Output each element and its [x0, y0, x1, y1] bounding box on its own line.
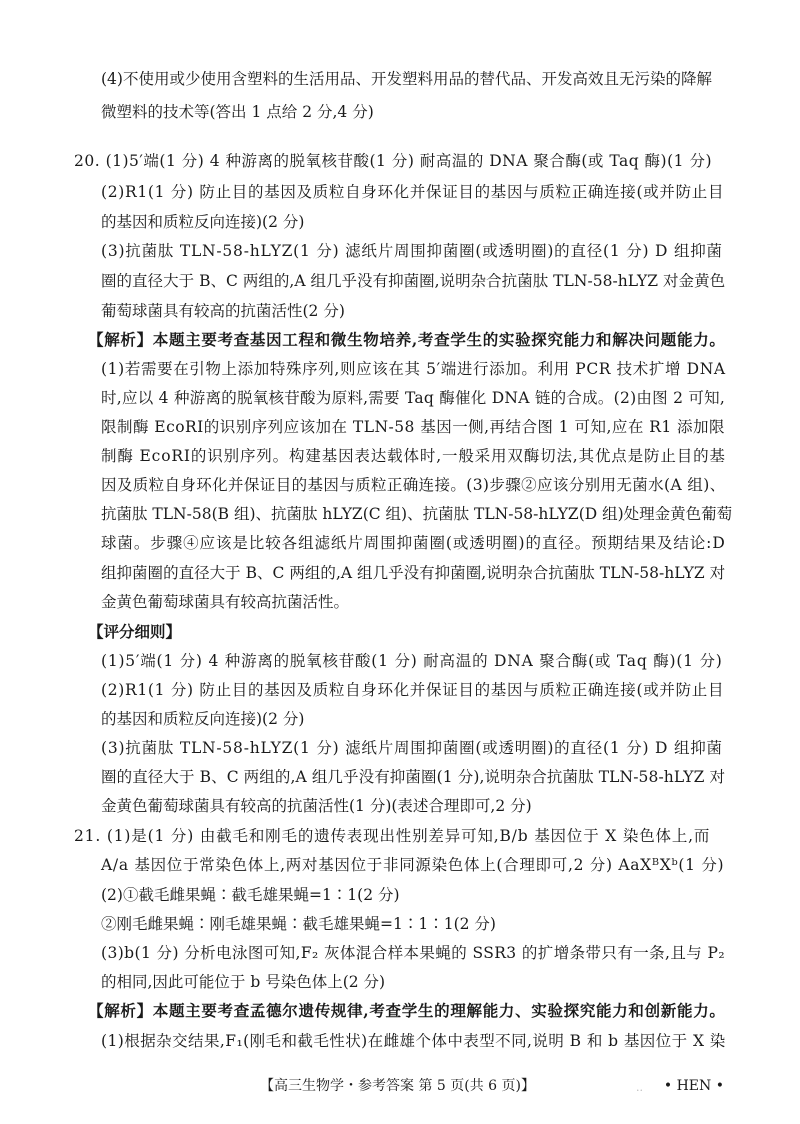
text-line: 金黄色葡萄球菌具有较高抗菌活性。	[101, 593, 350, 611]
text-line: (2)R1(1 分) 防止目的基因及质粒自身环化并保证目的基因与质粒正确连接(或并防止目	[101, 183, 725, 201]
footer-dots: ..	[636, 1081, 643, 1094]
footer-code: • HEN •	[663, 1078, 724, 1094]
text-line: (2)①截毛雌果蝇∶截毛雄果蝇=1∶1(2 分)	[101, 886, 400, 904]
text-line: 21. (1)是(1 分) 由截毛和刚毛的遗传表现出性别差异可知,B/b 基因位于 X 染色体上,而	[74, 827, 711, 845]
text-line: 组抑菌圈的直径大于 B、C 两组的,A 组几乎没有抑菌圈,说明杂合抗菌肽 TLN-58-hLYZ 对	[101, 564, 726, 582]
footer-page-info: 【高三生物学・参考答案 第 5 页(共 6 页)】	[260, 1078, 535, 1094]
text-line: 的相同,因此可能位于 b 号染色体上(2 分)	[101, 973, 386, 991]
text-line: 的基因和质粒反向连接)(2 分)	[101, 213, 305, 231]
section-heading: 【解析】本题主要考查孟德尔遗传规律,考查学生的理解能力、实验探究能力和创新能力。	[88, 1001, 726, 1020]
text-line: (4)不使用或少使用含塑料的生活用品、开发塑料用品的替代品、开发高效且无污染的降解	[101, 70, 712, 88]
text-line: 制酶 EcoRⅠ的识别序列。构建基因表达载体时,一般采用双酶切法,其优点是防止目的基	[101, 447, 726, 465]
text-line: 葡萄球菌具有较高的抗菌活性(2 分)	[101, 302, 345, 320]
section-heading: 【评分细则】	[88, 622, 182, 641]
page-footer	[0, 1074, 800, 1098]
text-line: A/a 基因位于常染色体上,两对基因位于非同源染色体上(合理即可,2 分) AaXᴮXᵇ(1 分)	[101, 856, 725, 874]
text-line: 因及质粒自身环化并保证目的基因与质粒正确连接。(3)步骤②应该分别用无菌水(A 组)、	[101, 476, 726, 494]
text-line: 微塑料的技术等(答出 1 点给 2 分,4 分)	[101, 103, 374, 121]
text-line: (3)b(1 分) 分析电泳图可知,F₂ 灰体混合样本果蝇的 SSR3 的扩增条带只有一条,且与 P₂	[101, 944, 725, 962]
text-line: 抗菌肽 TLN-58(B 组)、抗菌肽 hLYZ(C 组)、抗菌肽 TLN-58-hLYZ(D 组)处理金黄色葡萄	[101, 505, 733, 523]
text-line: 球菌。步骤④应该是比较各组滤纸片周围抑菌圈(或透明圈)的直径。预期结果及结论:D	[101, 534, 726, 552]
text-line: 20. (1)5′端(1 分) 4 种游离的脱氧核苷酸(1 分) 耐高温的 DNA 聚合酶(或 Taq 酶)(1 分)	[74, 152, 712, 170]
text-line: (3)抗菌肽 TLN-58-hLYZ(1 分) 滤纸片周围抑菌圈(或透明圈)的直径(1 分) D 组抑菌	[101, 242, 723, 260]
text-line: 金黄色葡萄球菌具有较高的抗菌活性(1 分)(表述合理即可,2 分)	[101, 797, 532, 815]
text-line: 的基因和质粒反向连接)(2 分)	[101, 710, 305, 728]
text-line: (1)5′端(1 分) 4 种游离的脱氧核苷酸(1 分) 耐高温的 DNA 聚合酶(或 Taq 酶)(1 分)	[101, 652, 723, 670]
text-line: ②刚毛雌果蝇∶刚毛雄果蝇∶截毛雄果蝇=1∶1∶1(2 分)	[101, 915, 496, 933]
text-line: (3)抗菌肽 TLN-58-hLYZ(1 分) 滤纸片周围抑菌圈(或透明圈)的直径(1 分) D 组抑菌	[101, 739, 723, 757]
text-line: (1)若需要在引物上添加特殊序列,则应该在其 5′端进行添加。利用 PCR 技术扩增 DNA	[101, 360, 726, 378]
text-line: 时,应以 4 种游离的脱氧核苷酸为原料,需要 Taq 酶催化 DNA 链的合成。(2)由图 2 可知,	[101, 389, 726, 407]
text-line: 圈的直径大于 B、C 两组的,A 组几乎没有抑菌圈,说明杂合抗菌肽 TLN-58-hLYZ 对金黄色	[101, 272, 726, 290]
text-line: (1)根据杂交结果,F₁(刚毛和截毛性状)在雌雄个体中表型不同,说明 B 和 b 基因位于 X 染	[101, 1032, 726, 1050]
text-line: 限制酶 EcoRⅠ的识别序列应该加在 TLN-58 基因一侧,再结合图 1 可知,应在 R1 添加限	[101, 418, 725, 436]
section-heading: 【解析】本题主要考查基因工程和微生物培养,考查学生的实验探究能力和解决问题能力。	[88, 330, 726, 349]
text-line: 圈的直径大于 B、C 两组的,A 组几乎没有抑菌圈(1 分),说明杂合抗菌肽 TLN-58-hLYZ 对	[101, 768, 726, 786]
text-line: (2)R1(1 分) 防止目的基因及质粒自身环化并保证目的基因与质粒正确连接(或并防止目	[101, 681, 725, 699]
